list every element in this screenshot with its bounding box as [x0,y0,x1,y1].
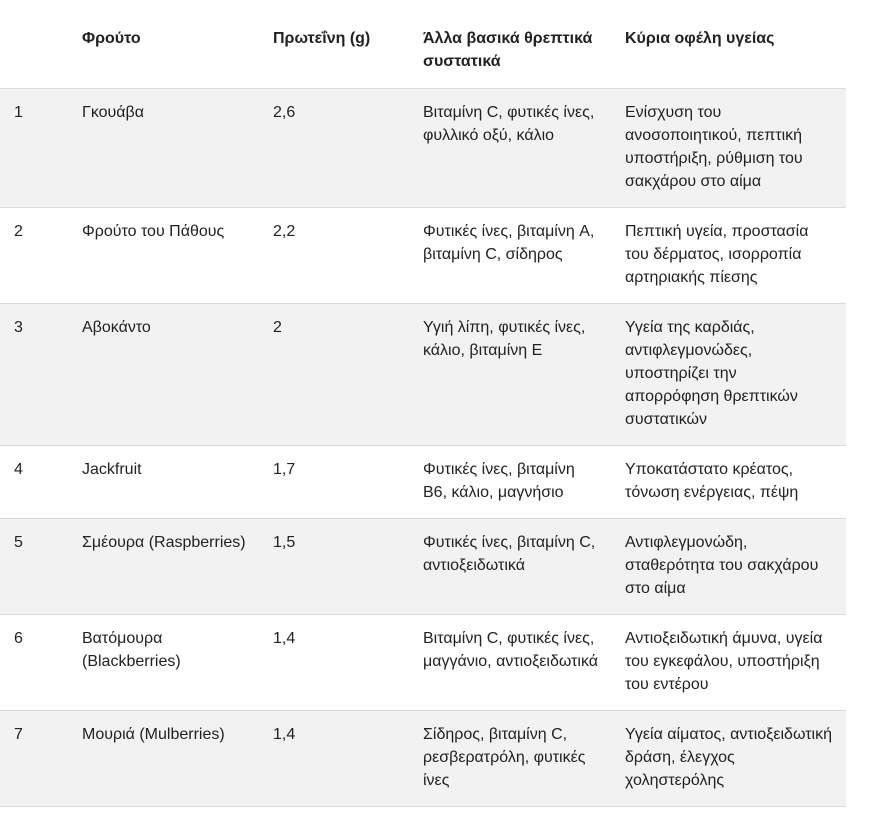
cell-protein: 1,4 [259,615,409,711]
cell-nutrients: Φυτικές ίνες, βιταμίνη B6, κάλιο, μαγνήσιο [409,446,611,519]
cell-benefits: Πεπτική υγεία, προστασία του δέρματος, ισορροπία αρτηριακής πίεσης [611,208,846,304]
cell-nutrients: Βιταμίνη C, φυτικές ίνες, μαγγάνιο, αντιοξειδωτικά [409,615,611,711]
header-benefits: Κύρια οφέλη υγείας [611,0,846,89]
cell-benefits: Αντιοξειδωτική άμυνα, υγεία του εγκεφάλου, υποστήριξη του εντέρου [611,615,846,711]
cell-number: 4 [0,446,68,519]
cell-fruit: Γκουάβα [68,89,259,208]
cell-number: 1 [0,89,68,208]
cell-benefits: Υποκατάστατο κρέατος, τόνωση ενέργειας, πέψη [611,446,846,519]
cell-number: 7 [0,711,68,807]
cell-fruit: Φρούτο του Πάθους [68,208,259,304]
header-fruit: Φρούτο [68,0,259,89]
cell-number: 2 [0,208,68,304]
cell-nutrients: Φυτικές ίνες, βιταμίνη C, αντιοξειδωτικά [409,519,611,615]
cell-nutrients: Σίδηρος, βιταμίνη C, ρεσβερατρόλη, φυτικές ίνες [409,711,611,807]
cell-number: 5 [0,519,68,615]
cell-fruit: Βατόμουρα (Blackberries) [68,615,259,711]
cell-number: 6 [0,615,68,711]
table-row [0,711,846,807]
cell-benefits: Αντιφλεγμονώδη, σταθερότητα του σακχάρου στο αίμα [611,519,846,615]
table-row [0,208,846,304]
header-nutrients: Άλλα βασικά θρεπτικά συστατικά [409,0,611,89]
cell-fruit: Σμέουρα (Raspberries) [68,519,259,615]
table-row [0,304,846,446]
cell-nutrients: Βιταμίνη C, φυτικές ίνες, φυλλικό οξύ, κάλιο [409,89,611,208]
table-body [0,89,846,807]
table-header [0,0,846,89]
cell-fruit: Μουριά (Mulberries) [68,711,259,807]
table-row [0,89,846,208]
cell-protein: 1,4 [259,711,409,807]
header-number [0,0,68,89]
cell-protein: 1,5 [259,519,409,615]
cell-protein: 2,6 [259,89,409,208]
table-row [0,446,846,519]
cell-protein: 1,7 [259,446,409,519]
cell-nutrients: Φυτικές ίνες, βιταμίνη A, βιταμίνη C, σίδηρος [409,208,611,304]
cell-benefits: Υγεία της καρδιάς, αντιφλεγμονώδες, υποστηρίζει την απορρόφηση θρεπτικών συστατικών [611,304,846,446]
header-row [0,0,846,89]
cell-fruit: Αβοκάντο [68,304,259,446]
table-row [0,615,846,711]
cell-benefits: Ενίσχυση του ανοσοποιητικού, πεπτική υποστήριξη, ρύθμιση του σακχάρου στο αίμα [611,89,846,208]
cell-nutrients: Υγιή λίπη, φυτικές ίνες, κάλιο, βιταμίνη E [409,304,611,446]
cell-number: 3 [0,304,68,446]
cell-fruit: Jackfruit [68,446,259,519]
table-row [0,519,846,615]
cell-benefits: Υγεία αίματος, αντιοξειδωτική δράση, έλεγχος χοληστερόλης [611,711,846,807]
header-protein: Πρωτεΐνη (g) [259,0,409,89]
cell-protein: 2 [259,304,409,446]
cell-protein: 2,2 [259,208,409,304]
